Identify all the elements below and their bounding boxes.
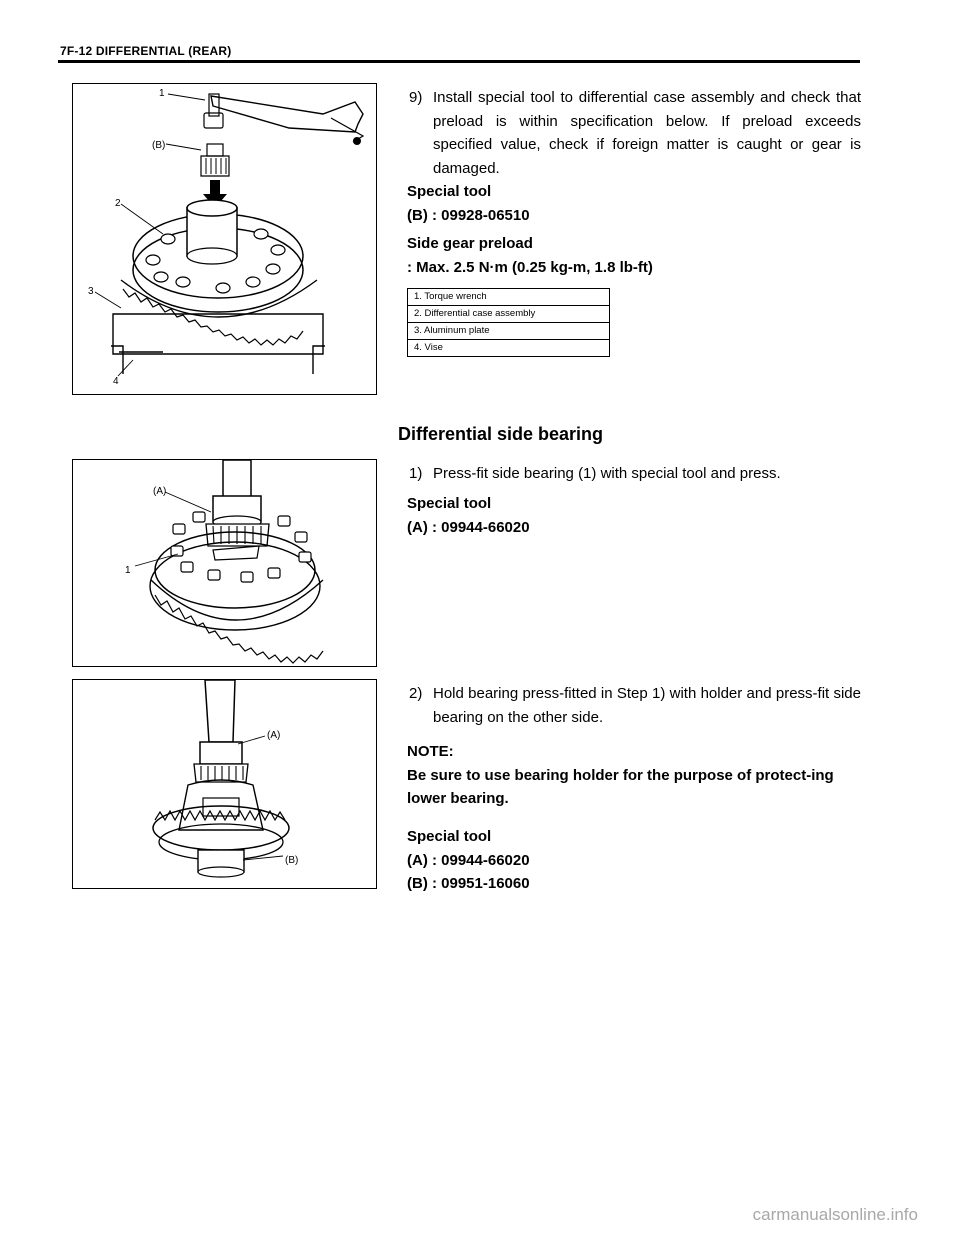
special-tool-value-a: (A) : 09944-66020: [407, 851, 530, 869]
figure1-label-4: 4: [113, 376, 119, 387]
step-2-text: Hold bearing press-fitted in Step 1) with holder and press-fit side bearing on the other side.: [433, 685, 861, 726]
torque-check-illustration: [73, 84, 376, 394]
figure1-label-1: 1: [159, 88, 165, 99]
special-tool-label: Special tool: [407, 495, 492, 512]
figure1-label-3: 3: [88, 286, 94, 297]
section-title: Differential side bearing: [398, 424, 604, 444]
figure-torque-check: [72, 83, 377, 395]
legend-row: [408, 289, 610, 306]
legend-row: [408, 340, 610, 357]
legend-row: [408, 323, 610, 340]
spec-label: Side gear preload: [407, 235, 533, 252]
step-1-number: 1): [409, 465, 423, 482]
figure3-label-a: (A): [267, 730, 281, 741]
special-tool-value: (A) : 09944-66020: [407, 518, 530, 536]
legend-row: [408, 306, 610, 323]
side-bearing-press-illustration: [73, 460, 376, 666]
special-tool-value-b: (B) : 09951-16060: [407, 875, 530, 892]
step-9-special-tool: [407, 180, 530, 227]
figure2-label-1: 1: [125, 565, 131, 576]
step-1-text: Press-fit side bearing (1) with special tool and press.: [433, 465, 781, 482]
step-2-special-tool: [407, 825, 530, 896]
step-1: [409, 462, 861, 486]
header-rule: [58, 60, 860, 63]
page-header: 7F-12 DIFFERENTIAL (REAR): [60, 44, 232, 58]
legend-item: 2. Differential case assembly: [408, 306, 610, 323]
special-tool-label: Special tool: [407, 183, 492, 200]
step-2-note: [407, 740, 862, 811]
step-9-spec: [407, 232, 653, 279]
step-2-number: 2): [409, 685, 423, 702]
figure2-label-a: (A): [153, 486, 167, 497]
figure-side-bearing-press: [72, 459, 377, 667]
step-9: [409, 86, 861, 180]
note-text: Be sure to use bearing holder for the purpose of protect-ing lower bearing.: [407, 766, 834, 807]
spec-value: : Max. 2.5 N·m (0.25 kg-m, 1.8 lb-ft): [407, 258, 653, 276]
watermark: carmanualsonline.info: [752, 1205, 918, 1224]
step-1-special-tool: [407, 492, 530, 539]
step-9-text: Install special tool to differential case assembly and check that preload is within specification below. If preload exceeds specified value, check if foreign matter is caught or gear is damaged.: [433, 89, 861, 177]
legend-item: 3. Aluminum plate: [408, 323, 610, 340]
special-tool-label: Special tool: [407, 828, 492, 845]
legend-table: [407, 288, 610, 357]
figure-holder-press: [72, 679, 377, 889]
note-label: NOTE:: [407, 743, 454, 760]
figure1-label-b: (B): [152, 140, 166, 151]
holder-press-illustration: [73, 680, 376, 888]
step-2: [409, 682, 861, 729]
legend-item: 4. Vise: [408, 340, 610, 357]
special-tool-value: (B) : 09928-06510: [407, 206, 530, 224]
figure3-label-b: (B): [285, 855, 299, 866]
figure1-label-2: 2: [115, 198, 121, 209]
step-9-number: 9): [409, 89, 423, 106]
legend-item: 1. Torque wrench: [408, 289, 610, 306]
